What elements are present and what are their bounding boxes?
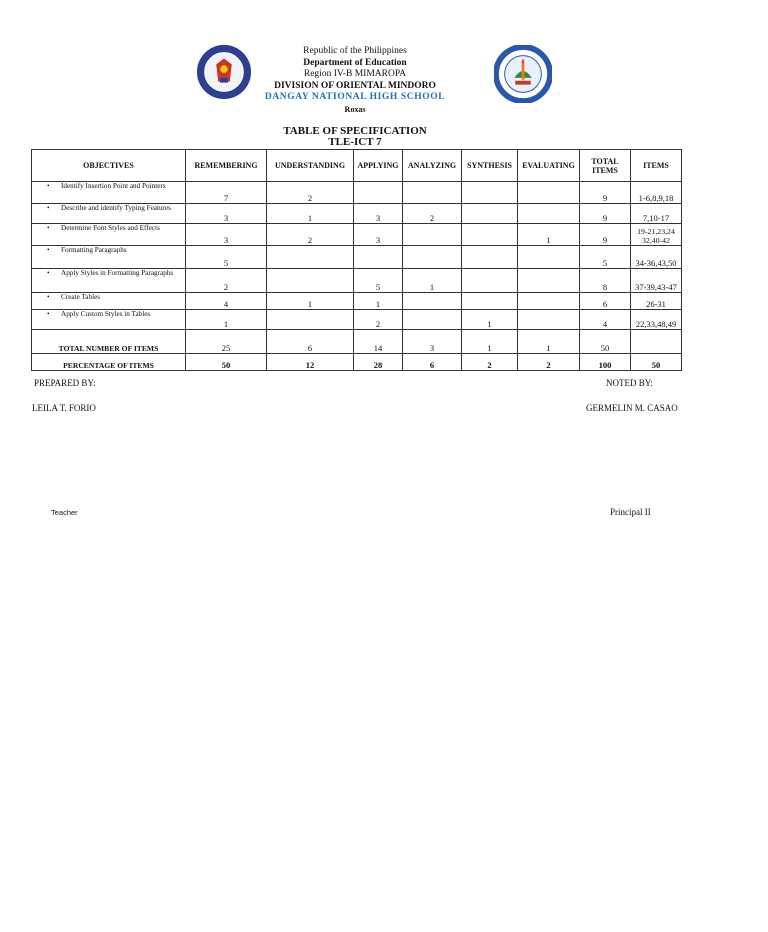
- table-cell: 7: [186, 182, 267, 204]
- objective-cell: [32, 224, 186, 246]
- table-cell: 25: [186, 330, 267, 354]
- table-row: [32, 246, 682, 269]
- table-cell: 3: [403, 330, 462, 354]
- table-cell: 7,10-17: [631, 204, 682, 224]
- bullet-icon: •: [47, 269, 50, 277]
- header-cell: REMEMBERING: [186, 150, 267, 182]
- table-cell: 1: [518, 224, 580, 246]
- table-cell: 2: [267, 182, 354, 204]
- table-cell: 5: [354, 269, 403, 293]
- document-title: [230, 126, 480, 147]
- table-cell: 4: [186, 293, 267, 310]
- table-cell: 26-31: [631, 293, 682, 310]
- table-cell: [462, 204, 518, 224]
- title-line-1: TABLE OF SPECIFICATION: [283, 125, 427, 137]
- table-cell: [462, 293, 518, 310]
- table-row: [32, 182, 682, 204]
- table-cell: [518, 293, 580, 310]
- table-cell: 2: [267, 224, 354, 246]
- objective-text: Apply Styles in Formatting Paragraphs: [61, 269, 174, 277]
- table-cell: [462, 224, 518, 246]
- objective-cell: [32, 293, 186, 310]
- table-cell: 34-36,43,50: [631, 246, 682, 269]
- table-cell: [267, 310, 354, 330]
- table-cell: [518, 269, 580, 293]
- percentage-row: [32, 354, 682, 371]
- table-cell: [403, 293, 462, 310]
- republic-line: Republic of the Philippines: [303, 46, 407, 56]
- table-cell: 100: [580, 354, 631, 371]
- department-line: Department of Education: [303, 57, 407, 68]
- header-cell: OBJECTIVES: [32, 150, 186, 182]
- table-cell: [518, 182, 580, 204]
- table-cell: 1: [186, 310, 267, 330]
- header-cell: ITEMS: [631, 150, 682, 182]
- table-cell: 1: [267, 293, 354, 310]
- total-label: TOTAL NUMBER OF ITEMS: [32, 330, 186, 354]
- table-cell: 22,33,48,49: [631, 310, 682, 330]
- table-cell: 37-39,43-47: [631, 269, 682, 293]
- preparer-name: LEILA T. FORIO: [32, 403, 96, 413]
- header-row: [32, 150, 682, 182]
- table-row: [32, 224, 682, 246]
- objective-text: Identify Insertion Point and Pointers: [61, 182, 166, 190]
- table-cell: 8: [580, 269, 631, 293]
- table-cell: [354, 246, 403, 269]
- table-cell: 3: [354, 204, 403, 224]
- table-cell: [403, 310, 462, 330]
- table-cell: 3: [186, 204, 267, 224]
- table-cell: [403, 182, 462, 204]
- table-cell: 1: [462, 310, 518, 330]
- table-cell: 12: [267, 354, 354, 371]
- percentage-label: PERCENTAGE OF ITEMS: [32, 354, 186, 371]
- header-cell: ANALYZING: [403, 150, 462, 182]
- header-cell: TOTAL ITEMS: [580, 150, 631, 182]
- table-cell: [631, 330, 682, 354]
- table-cell: 28: [354, 354, 403, 371]
- noter-name: GERMELIN M. CASAO: [586, 403, 678, 413]
- table-cell: 19-21,23,24 32,40-42: [631, 224, 682, 246]
- bullet-icon: •: [47, 204, 50, 212]
- school-seal-logo: [494, 45, 552, 103]
- table-cell: 9: [580, 182, 631, 204]
- table-cell: [267, 246, 354, 269]
- noter-title: Principal II: [610, 507, 651, 517]
- table-cell: 4: [580, 310, 631, 330]
- letterhead: [230, 46, 480, 115]
- objective-cell: [32, 269, 186, 293]
- table-cell: [462, 269, 518, 293]
- table-cell: 5: [580, 246, 631, 269]
- table-cell: 2: [186, 269, 267, 293]
- table-cell: 6: [580, 293, 631, 310]
- objective-cell: [32, 204, 186, 224]
- header-cell: APPLYING: [354, 150, 403, 182]
- table-cell: 1: [403, 269, 462, 293]
- table-cell: 1-6,8,9,18: [631, 182, 682, 204]
- table-cell: 50: [631, 354, 682, 371]
- header-cell: EVALUATING: [518, 150, 580, 182]
- table-cell: [267, 269, 354, 293]
- table-cell: 1: [462, 330, 518, 354]
- table-row: [32, 310, 682, 330]
- table-cell: 14: [354, 330, 403, 354]
- table-cell: 9: [580, 204, 631, 224]
- table-cell: [518, 310, 580, 330]
- bullet-icon: •: [47, 182, 50, 190]
- bullet-icon: •: [47, 310, 50, 318]
- preparer-title: Teacher: [51, 508, 78, 517]
- table-row: [32, 269, 682, 293]
- bullet-icon: •: [47, 246, 50, 254]
- table-cell: 2: [518, 354, 580, 371]
- table-cell: 5: [186, 246, 267, 269]
- objective-cell: [32, 182, 186, 204]
- table-cell: [462, 246, 518, 269]
- objective-cell: [32, 246, 186, 269]
- prepared-by-label: PREPARED BY:: [34, 378, 96, 388]
- table-row: [32, 293, 682, 310]
- table-cell: [462, 182, 518, 204]
- objective-text: Formatting Paragraphs: [61, 246, 127, 254]
- objective-text: Create Tables: [61, 293, 101, 301]
- table-cell: 1: [518, 330, 580, 354]
- division-line: DIVISION OF ORIENTAL MINDORO: [274, 80, 436, 91]
- school-name: DANGAY NATIONAL HIGH SCHOOL: [264, 92, 446, 102]
- specification-table: [31, 149, 682, 371]
- table-cell: [518, 246, 580, 269]
- header-cell: UNDERSTANDING: [267, 150, 354, 182]
- table-cell: [403, 224, 462, 246]
- objective-text: Apply Custom Styles in Tables: [61, 310, 151, 318]
- table-cell: 3: [354, 224, 403, 246]
- table-cell: [518, 204, 580, 224]
- total-row: [32, 330, 682, 354]
- table-cell: 50: [186, 354, 267, 371]
- table-cell: 9: [580, 224, 631, 246]
- table-cell: [354, 182, 403, 204]
- noted-by-label: NOTED BY:: [606, 378, 653, 388]
- table-row: [32, 204, 682, 224]
- header-cell: SYNTHESIS: [462, 150, 518, 182]
- table-cell: 3: [186, 224, 267, 246]
- table-cell: 1: [267, 204, 354, 224]
- table-cell: 50: [580, 330, 631, 354]
- table-cell: 2: [354, 310, 403, 330]
- table-cell: 2: [462, 354, 518, 371]
- table-cell: 2: [403, 204, 462, 224]
- table-cell: 6: [403, 354, 462, 371]
- objective-text: Describe and identify Typing Features: [61, 204, 171, 212]
- objective-cell: [32, 310, 186, 330]
- table-cell: 1: [354, 293, 403, 310]
- title-line-2: TLE-ICT 7: [328, 135, 382, 148]
- bullet-icon: •: [47, 293, 50, 301]
- place-line: Roxas: [344, 104, 366, 114]
- table-cell: 6: [267, 330, 354, 354]
- bullet-icon: •: [47, 224, 50, 232]
- objective-text: Determine Font Styles and Effects: [61, 224, 160, 232]
- table-cell: [403, 246, 462, 269]
- region-line: Region IV-B MIMAROPA: [303, 69, 407, 79]
